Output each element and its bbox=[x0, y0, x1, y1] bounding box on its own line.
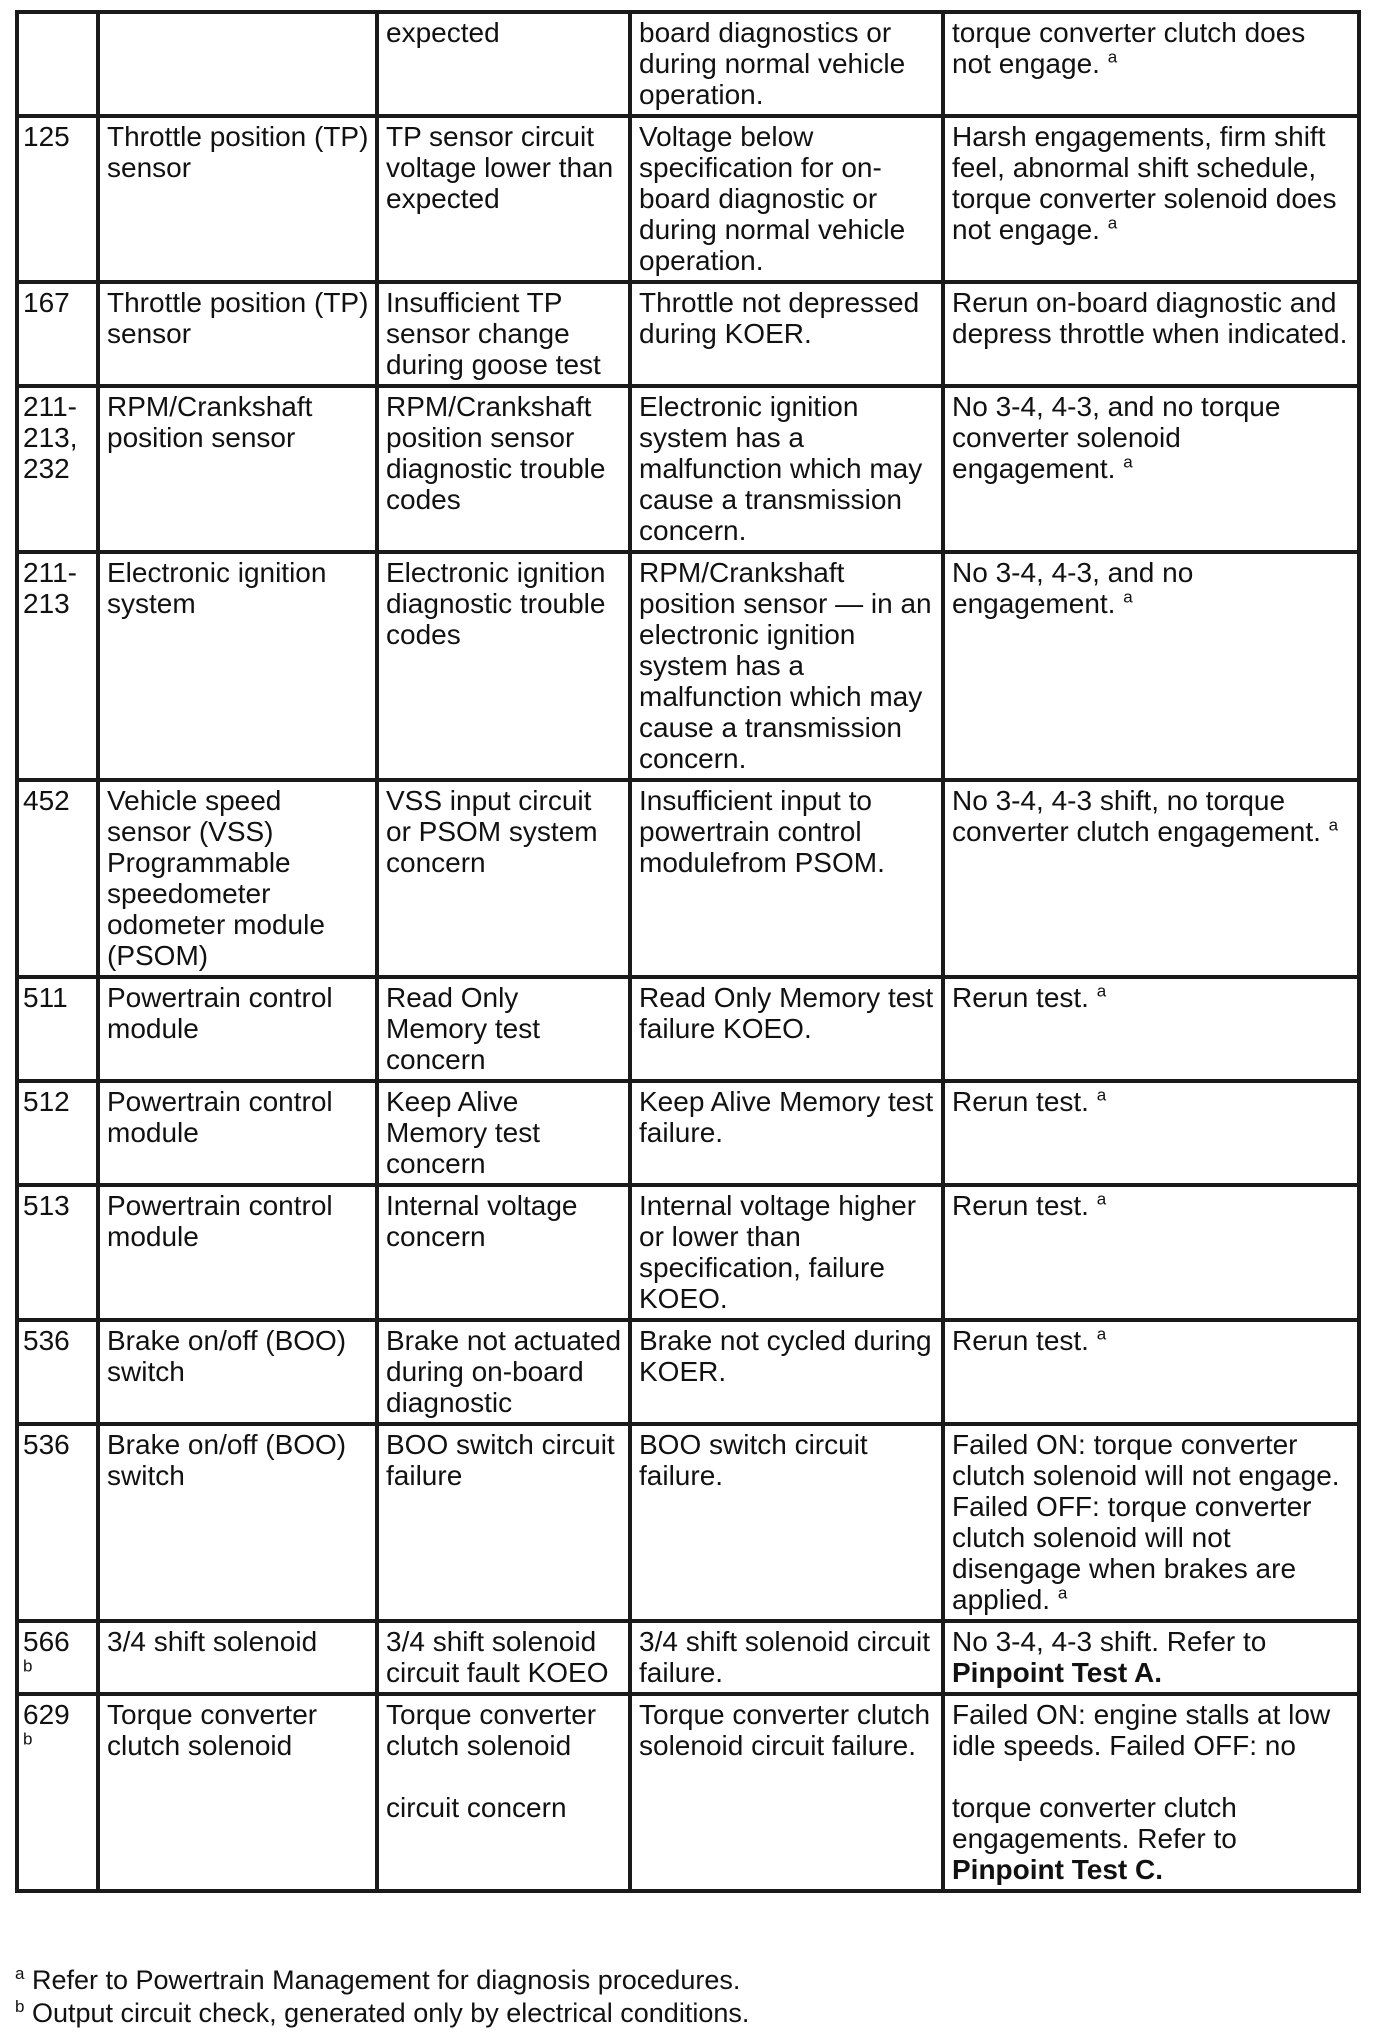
cell-description: TP sensor circuit voltage lower than expected bbox=[377, 116, 630, 282]
footnote-marker: b bbox=[23, 1729, 33, 1749]
cell-code: 452 bbox=[17, 780, 98, 977]
cell-symptom: torque converter clutch does not engage. $^a$ bbox=[943, 12, 1359, 116]
cell-description: Insufficient TP sensor change during goose test bbox=[377, 282, 630, 386]
cell-description: RPM/Crankshaft position sensor diagnostic trouble codes bbox=[377, 386, 630, 552]
cell-condition: RPM/Crankshaft position sensor — in an electronic ignition system has a malfunction which may cause a transmission concern. bbox=[630, 552, 943, 780]
cell-component: Torque converter clutch solenoid bbox=[98, 1694, 377, 1891]
cell-code: 125 bbox=[17, 116, 98, 282]
cell-component: Electronic ignition system bbox=[98, 552, 377, 780]
cell-component: Powertrain control module bbox=[98, 1081, 377, 1185]
table-row bbox=[17, 1621, 1359, 1694]
cell-component bbox=[98, 12, 377, 116]
footnote-marker: a bbox=[1107, 213, 1118, 233]
cell-symptom: Failed ON: engine stalls at low idle speeds. Failed OFF: no torque converter clutch engagements. Refer to Pinpoint Test C. bbox=[943, 1694, 1359, 1891]
cell-description: Electronic ignition diagnostic trouble codes bbox=[377, 552, 630, 780]
table-row bbox=[17, 1081, 1359, 1185]
footnote-marker: a bbox=[1057, 1583, 1068, 1603]
cell-code: 566 $^b$ bbox=[17, 1621, 98, 1694]
cell-component: Throttle position (TP) sensor bbox=[98, 116, 377, 282]
cell-description: expected bbox=[377, 12, 630, 116]
cell-description: BOO switch circuit failure bbox=[377, 1424, 630, 1621]
cell-condition: Throttle not depressed during KOER. bbox=[630, 282, 943, 386]
table-row bbox=[17, 116, 1359, 282]
table-row bbox=[17, 1694, 1359, 1891]
cell-component: Brake on/off (BOO) switch bbox=[98, 1424, 377, 1621]
cell-symptom: Rerun test. $^a$ bbox=[943, 977, 1359, 1081]
diagnostic-code-table bbox=[15, 10, 1361, 1893]
cell-code: 513 bbox=[17, 1185, 98, 1320]
cell-description: Torque converter clutch solenoid circuit concern bbox=[377, 1694, 630, 1891]
footnote-marker: b bbox=[23, 1656, 33, 1676]
cell-symptom: No 3-4, 4-3, and no torque converter solenoid engagement. $^a$ bbox=[943, 386, 1359, 552]
cell-component: Throttle position (TP) sensor bbox=[98, 282, 377, 386]
table-body bbox=[17, 12, 1359, 1891]
cell-code: 211-213 bbox=[17, 552, 98, 780]
table-row bbox=[17, 552, 1359, 780]
cell-condition: Read Only Memory test failure KOEO. bbox=[630, 977, 943, 1081]
cell-condition: Insufficient input to powertrain control modulefrom PSOM. bbox=[630, 780, 943, 977]
cell-condition: Voltage below specification for on-board diagnostic or during normal vehicle operation. bbox=[630, 116, 943, 282]
cell-symptom: No 3-4, 4-3 shift. Refer to Pinpoint Test A. bbox=[943, 1621, 1359, 1694]
cell-symptom: Rerun test. $^a$ bbox=[943, 1081, 1359, 1185]
cell-code: 536 bbox=[17, 1320, 98, 1424]
cell-condition: Keep Alive Memory test failure. bbox=[630, 1081, 943, 1185]
footnote-marker: a bbox=[1096, 1324, 1107, 1344]
cell-code: 167 bbox=[17, 282, 98, 386]
cell-description: 3/4 shift solenoid circuit fault KOEO bbox=[377, 1621, 630, 1694]
cell-description: Keep Alive Memory test concern bbox=[377, 1081, 630, 1185]
table-row bbox=[17, 1424, 1359, 1621]
footnote-b: $^b$ Output circuit check, generated only by electrical conditions. bbox=[15, 1997, 750, 2028]
table-row bbox=[17, 1185, 1359, 1320]
cell-symptom: Failed ON: torque converter clutch solenoid will not engage. Failed OFF: torque converter clutch solenoid will not disengage when brakes are applied. $^a$ bbox=[943, 1424, 1359, 1621]
cell-component: Powertrain control module bbox=[98, 977, 377, 1081]
cell-description: Read Only Memory test concern bbox=[377, 977, 630, 1081]
cell-code: 511 bbox=[17, 977, 98, 1081]
table-row bbox=[17, 386, 1359, 552]
cell-condition: BOO switch circuit failure. bbox=[630, 1424, 943, 1621]
cell-symptom: Rerun test. $^a$ bbox=[943, 1320, 1359, 1424]
cell-component: Powertrain control module bbox=[98, 1185, 377, 1320]
cell-component: RPM/Crankshaft position sensor bbox=[98, 386, 377, 552]
cell-code: 211-213, 232 bbox=[17, 386, 98, 552]
cell-condition: Internal voltage higher or lower than specification, failure KOEO. bbox=[630, 1185, 943, 1320]
cell-symptom: No 3-4, 4-3, and no engagement. $^a$ bbox=[943, 552, 1359, 780]
table-row bbox=[17, 282, 1359, 386]
footnote-marker: a bbox=[1096, 981, 1107, 1001]
table-row bbox=[17, 977, 1359, 1081]
cell-condition: Brake not cycled during KOER. bbox=[630, 1320, 943, 1424]
footnote-marker: a bbox=[1123, 452, 1133, 472]
cell-symptom: Rerun on-board diagnostic and depress throttle when indicated. bbox=[943, 282, 1359, 386]
cell-component: Vehicle speed sensor (VSS) Programmable speedometer odometer module (PSOM) bbox=[98, 780, 377, 977]
cell-component: Brake on/off (BOO) switch bbox=[98, 1320, 377, 1424]
table-row bbox=[17, 12, 1359, 116]
cell-code: 512 bbox=[17, 1081, 98, 1185]
cell-condition: 3/4 shift solenoid circuit failure. bbox=[630, 1621, 943, 1694]
table-row bbox=[17, 780, 1359, 977]
cell-condition: board diagnostics or during normal vehicle operation. bbox=[630, 12, 943, 116]
cell-description: Internal voltage concern bbox=[377, 1185, 630, 1320]
cell-code: 629 $^b$ bbox=[17, 1694, 98, 1891]
table-row bbox=[17, 1320, 1359, 1424]
cell-component: 3/4 shift solenoid bbox=[98, 1621, 377, 1694]
footnote-marker: a bbox=[1096, 1189, 1107, 1209]
cell-code bbox=[17, 12, 98, 116]
cell-condition: Torque converter clutch solenoid circuit failure. bbox=[630, 1694, 943, 1891]
footnote-a: $^a$ Refer to Powertrain Management for diagnosis procedures. bbox=[15, 1964, 741, 1995]
cell-description: VSS input circuit or PSOM system concern bbox=[377, 780, 630, 977]
footnote-marker: a bbox=[1123, 587, 1133, 607]
cell-symptom: No 3-4, 4-3 shift, no torque converter clutch engagement. $^a$ bbox=[943, 780, 1359, 977]
pinpoint-test-reference: Pinpoint Test C. bbox=[952, 1854, 1164, 1885]
footnote-marker: a bbox=[1107, 47, 1118, 67]
footnote-marker: a bbox=[1096, 1085, 1107, 1105]
pinpoint-test-reference: Pinpoint Test A. bbox=[952, 1657, 1162, 1688]
footnote-marker: a bbox=[1328, 815, 1339, 835]
cell-code: 536 bbox=[17, 1424, 98, 1621]
cell-symptom: Harsh engagements, firm shift feel, abnormal shift schedule, torque converter solenoid does not engage. $^a$ bbox=[943, 116, 1359, 282]
cell-symptom: Rerun test. $^a$ bbox=[943, 1185, 1359, 1320]
cell-condition: Electronic ignition system has a malfunction which may cause a transmission concern. bbox=[630, 386, 943, 552]
cell-description: Brake not actuated during on-board diagnostic bbox=[377, 1320, 630, 1424]
footnotes bbox=[15, 1964, 749, 2030]
